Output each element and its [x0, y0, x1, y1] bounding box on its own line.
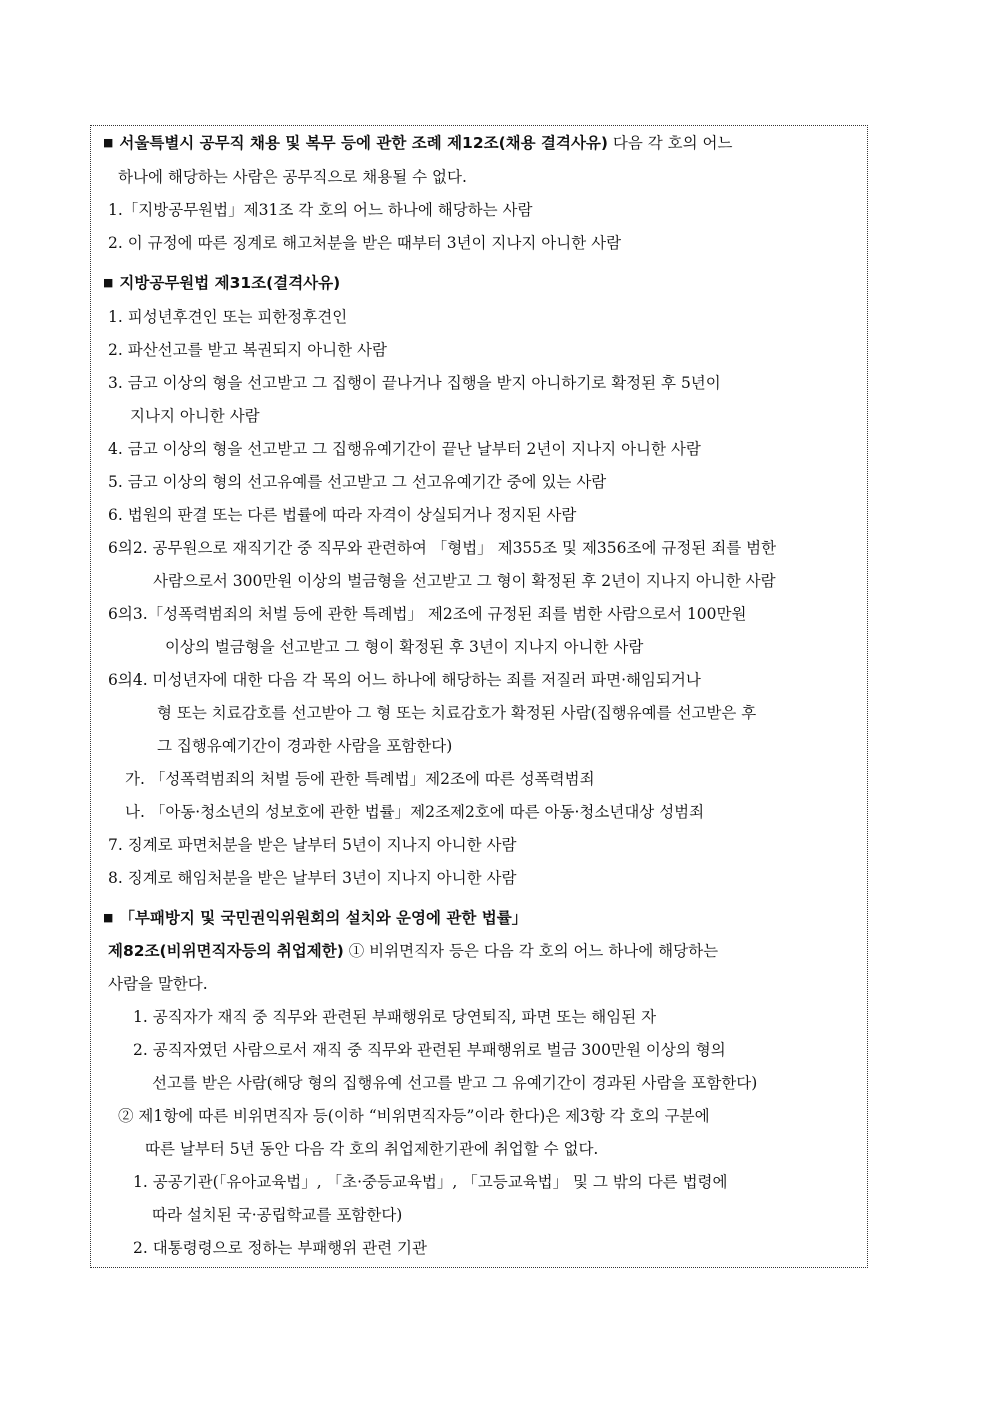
- section1-intro-cont: 하나에 해당하는 사람은 공무직으로 채용될 수 없다.: [118, 168, 467, 186]
- section3-article-line: [108, 941, 718, 961]
- section2-line: 8. 징계로 해임처분을 받은 날부터 3년이 지나지 아니한 사람: [108, 869, 517, 887]
- section2-line: 형 또는 치료감호를 선고받아 그 형 또는 치료감호가 확정된 사람(집행유예를 선고받은 후: [157, 704, 757, 722]
- section2-line: 가. 「성폭력범죄의 처벌 등에 관한 특례법」제2조에 따른 성폭력범죄: [125, 770, 595, 788]
- section2-line: 1. 피성년후견인 또는 피한정후견인: [108, 308, 348, 326]
- section2-line: 이상의 벌금형을 선고받고 그 형이 확정된 후 3년이 지나지 아니한 사람: [165, 638, 644, 656]
- section1-heading: 서울특별시 공무직 채용 및 복무 등에 관한 조례 제12조(채용 결격사유): [119, 134, 608, 152]
- square-bullet-icon: ■: [103, 276, 114, 289]
- section3-line: ② 제1항에 따른 비위면직자 등(이하 “비위면직자등”이라 한다)은 제3항 각 호의 구분에: [118, 1107, 710, 1125]
- section3-line: 따라 설치된 국·공립학교를 포함한다): [152, 1206, 403, 1224]
- notice-box: [90, 125, 868, 1268]
- section3-heading: 「부패방지 및 국민권익위원회의 설치와 운영에 관한 법률」: [119, 909, 528, 927]
- section1-item: 1.「지방공무원법」제31조 각 호의 어느 하나에 해당하는 사람: [108, 201, 533, 219]
- section2-line: 6의4. 미성년자에 대한 다음 각 목의 어느 하나에 해당하는 죄를 저질러 파면·해임되거나: [108, 671, 701, 689]
- section3-line: 선고를 받은 사람(해당 형의 집행유예 선고를 받고 그 유예기간이 경과된 사람을 포함한다): [152, 1074, 758, 1092]
- section2-line: 7. 징계로 파면처분을 받은 날부터 5년이 지나지 아니한 사람: [108, 836, 517, 854]
- section3-article: 제82조(비위면직자등의 취업제한): [108, 942, 344, 960]
- section1-intro-tail: 다음 각 호의 어느: [607, 134, 733, 152]
- section2-line: 3. 금고 이상의 형을 선고받고 그 집행이 끝나거나 집행을 받지 아니하기로 확정된 후 5년이: [108, 374, 721, 392]
- section3-line: 2. 대통령령으로 정하는 부패행위 관련 기관: [133, 1239, 427, 1257]
- section2-line: 6의3.「성폭력범죄의 처벌 등에 관한 특례법」 제2조에 규정된 죄를 범한 사람으로서 100만원: [108, 605, 747, 623]
- section2-heading-line: [103, 273, 340, 293]
- section2-line: 4. 금고 이상의 형을 선고받고 그 집행유예기간이 끝난 날부터 2년이 지나지 아니한 사람: [108, 440, 701, 458]
- section3-line: 1. 공공기관(「유아교육법」, 「초·중등교육법」, 「고등교육법」 및 그 밖의 다른 법령에: [133, 1173, 728, 1191]
- section2-line: 나. 「아동·청소년의 성보호에 관한 법률」제2조제2호에 따른 아동·청소년대상 성범죄: [125, 803, 705, 821]
- section2-line: 6의2. 공무원으로 재직기간 중 직무와 관련하여 「형법」 제355조 및 제356조에 규정된 죄를 범한: [108, 539, 777, 557]
- section3-line: 따른 날부터 5년 동안 다음 각 호의 취업제한기관에 취업할 수 없다.: [145, 1140, 599, 1158]
- section2-heading: 지방공무원법 제31조(결격사유): [119, 274, 341, 292]
- section2-line: 6. 법원의 판결 또는 다른 법률에 따라 자격이 상실되거나 정지된 사람: [108, 506, 577, 524]
- section3-heading-line: [103, 908, 527, 928]
- section1-item: 2. 이 규정에 따른 징계로 해고처분을 받은 때부터 3년이 지나지 아니한 사람: [108, 234, 622, 252]
- section2-line: 2. 파산선고를 받고 복권되지 아니한 사람: [108, 341, 387, 359]
- section2-line: 그 집행유예기간이 경과한 사람을 포함한다): [157, 737, 453, 755]
- square-bullet-icon: ■: [103, 911, 114, 924]
- section2-line: 사람으로서 300만원 이상의 벌금형을 선고받고 그 형이 확정된 후 2년이 지나지 아니한 사람: [153, 572, 776, 590]
- section2-line: 5. 금고 이상의 형의 선고유예를 선고받고 그 선고유예기간 중에 있는 사람: [108, 473, 607, 491]
- square-bullet-icon: ■: [103, 136, 114, 149]
- section3-line: 2. 공직자였던 사람으로서 재직 중 직무와 관련된 부패행위로 벌금 300만원 이상의 형의: [133, 1041, 726, 1059]
- section2-line: 지나지 아니한 사람: [130, 407, 260, 425]
- section1-heading-line: [103, 133, 733, 153]
- section3-line: 1. 공직자가 재직 중 직무와 관련된 부패행위로 당연퇴직, 파면 또는 해임된 자: [133, 1008, 657, 1026]
- section3-article-tail: ① 비위면직자 등은 다음 각 호의 어느 하나에 해당하는: [343, 942, 719, 960]
- section3-line: 사람을 말한다.: [108, 975, 208, 993]
